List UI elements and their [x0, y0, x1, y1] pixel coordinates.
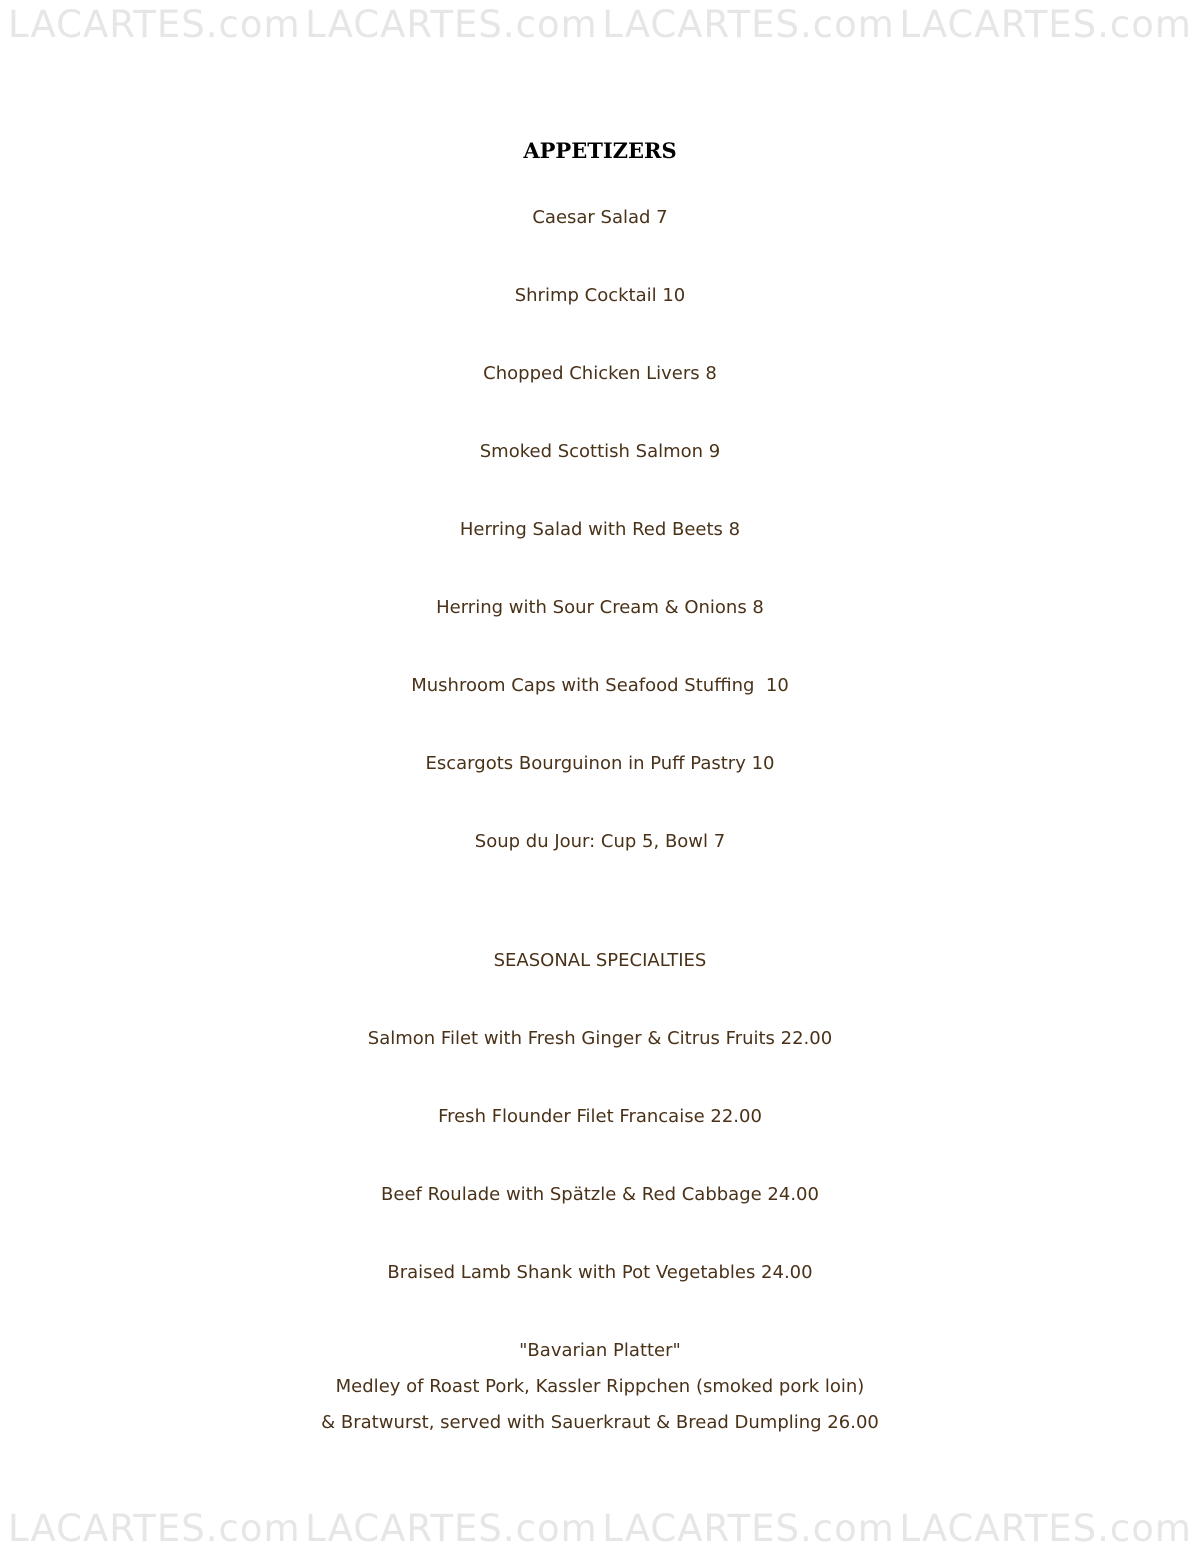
menu-item: Soup du Jour: Cup 5, Bowl 7 — [474, 831, 726, 852]
watermark-text: LACARTES.com — [8, 1507, 301, 1550]
menu-item: Shrimp Cocktail 10 — [514, 285, 686, 306]
menu-item: Smoked Scottish Salmon 9 — [479, 441, 721, 462]
watermark-text: LACARTES.com — [899, 3, 1192, 46]
watermark-text: LACARTES.com — [602, 1507, 895, 1550]
seasonal-specialties-heading: SEASONAL SPECIALTIES — [493, 950, 707, 971]
menu-item: Chopped Chicken Livers 8 — [483, 363, 717, 384]
watermark-text: LACARTES.com — [8, 3, 301, 46]
menu-item: Escargots Bourguinon in Puff Pastry 10 — [425, 753, 775, 774]
menu-item: Fresh Flounder Filet Francaise 22.00 — [438, 1106, 762, 1127]
platter-description-line-1: Medley of Roast Pork, Kassler Rippchen (smoked pork loin) — [335, 1376, 865, 1397]
menu-item: Herring with Sour Cream & Onions 8 — [436, 597, 764, 618]
menu-item: Salmon Filet with Fresh Ginger & Citrus Fruits 22.00 — [367, 1028, 833, 1049]
menu-item: Braised Lamb Shank with Pot Vegetables 24.00 — [387, 1262, 813, 1283]
platter-description-line-2: & Bratwurst, served with Sauerkraut & Bread Dumpling 26.00 — [321, 1412, 879, 1433]
watermark-text: LACARTES.com — [305, 3, 598, 46]
watermark-text: LACARTES.com — [899, 1507, 1192, 1550]
watermark-text: LACARTES.com — [602, 3, 895, 46]
watermark-text: LACARTES.com — [305, 1507, 598, 1550]
menu-item: Caesar Salad 7 — [532, 207, 668, 228]
platter-name: "Bavarian Platter" — [519, 1340, 681, 1361]
menu-item: Beef Roulade with Spätzle & Red Cabbage 24.00 — [381, 1184, 819, 1205]
appetizers-heading: APPETIZERS — [523, 138, 677, 163]
menu-item: Mushroom Caps with Seafood Stuffing 10 — [411, 675, 789, 696]
menu-item: Herring Salad with Red Beets 8 — [459, 519, 741, 540]
